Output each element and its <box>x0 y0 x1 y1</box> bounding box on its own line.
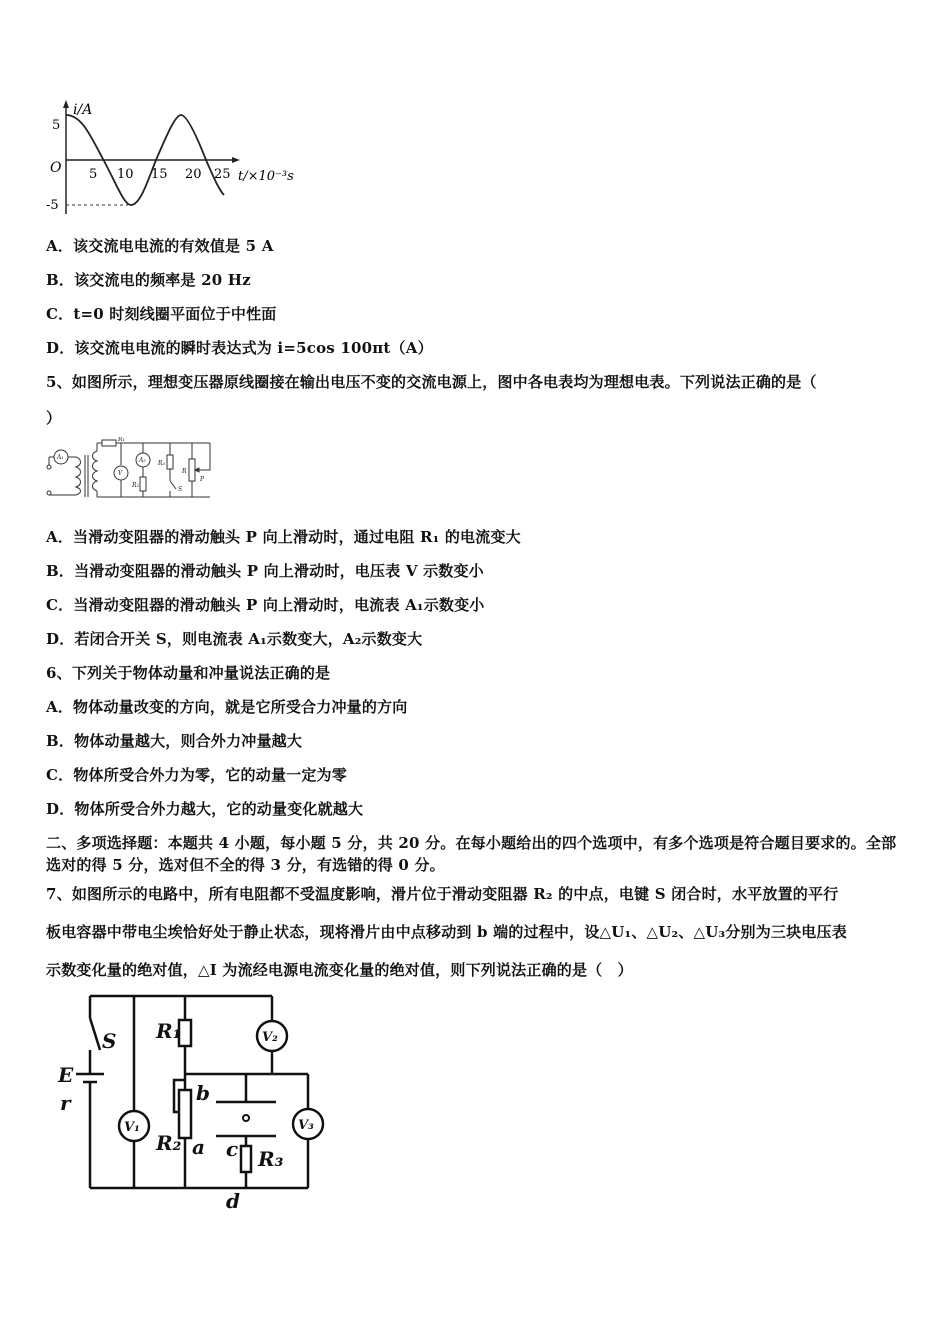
e-label: E <box>58 1063 74 1087</box>
q7-stem-line1: 7、如图所示的电路中，所有电阻都不受温度影响，滑片位于滑动变阻器 R₂ 的中点，电键 S 闭合时，水平放置的平行 <box>46 885 839 903</box>
r2-label: R₂ <box>132 482 139 489</box>
x-tick-25: 25 <box>214 167 231 182</box>
q6-option-a: A．物体动量改变的方向，就是它所受合力冲量的方向 <box>46 698 408 716</box>
resistor-r1-symbol <box>102 440 116 446</box>
secondary-coil <box>93 451 98 491</box>
q4-option-d: D．该交流电电流的瞬时表达式为 i=5cos 100πt（A） <box>46 339 433 357</box>
q5-option-b: B．当滑动变阻器的滑动触头 P 向上滑动时，电压表 V 示数变小 <box>46 562 484 580</box>
resistor-r3-symbol <box>241 1146 251 1172</box>
q6-option-d: D．物体所受合外力越大，它的动量变化就越大 <box>46 800 364 818</box>
a2-label: A₂ <box>139 457 146 464</box>
r-label: r <box>60 1091 71 1115</box>
q5-option-c: C．当滑动变阻器的滑动触头 P 向上滑动时，电流表 A₁示数变小 <box>46 596 485 614</box>
v1-label: V₁ <box>124 1120 140 1135</box>
y-tick-minus-5: -5 <box>46 198 59 213</box>
q5-option-d: D．若闭合开关 S，则电流表 A₁示数变大，A₂示数变大 <box>46 630 423 648</box>
q6-option-c: C．物体所受合外力为零，它的动量一定为零 <box>46 766 347 784</box>
p-label: P <box>200 476 205 483</box>
r1-label: R₁ <box>118 437 125 443</box>
x-tick-15: 15 <box>151 167 168 182</box>
r3-label: R₃ <box>158 460 165 467</box>
v2-label: V₂ <box>262 1030 278 1045</box>
a-label: a <box>192 1135 205 1159</box>
y-axis-arrow <box>63 100 69 108</box>
r3-label: R₃ <box>258 1147 284 1171</box>
dust-particle <box>243 1115 249 1121</box>
x-tick-5: 5 <box>89 167 98 182</box>
x-tick-20: 20 <box>185 167 202 182</box>
x-axis-label: t/×10⁻³s <box>238 169 294 184</box>
r1-label: R₁ <box>156 1019 182 1043</box>
q7-stem-line2: 板电容器中带电尘埃恰好处于静止状态，现将滑片由中点移动到 b 端的过程中，设△U₁、△U₂、△U₃分别为三块电压表 <box>46 923 847 941</box>
q5-option-a: A．当滑动变阻器的滑动触头 P 向上滑动时，通过电阻 R₁ 的电流变大 <box>46 528 521 546</box>
transformer-circuit-figure <box>42 437 222 503</box>
q4-option-b: B．该交流电的频率是 20 Hz <box>46 271 251 289</box>
primary-coil <box>76 457 81 495</box>
switch-s-symbol <box>170 481 176 489</box>
b-label: b <box>196 1081 210 1105</box>
capacitor-circuit-figure <box>46 990 336 1212</box>
s-label: S <box>102 1029 117 1053</box>
v3-label: V₃ <box>298 1118 314 1133</box>
v-label: V <box>118 470 123 477</box>
q5-stem-line1: 5、如图所示，理想变压器原线圈接在输出电压不变的交流电源上，图中各电表均为理想电表。下列说法正确的是（ <box>46 373 817 391</box>
switch-s-symbol <box>90 1018 100 1050</box>
origin-label: O <box>50 160 62 176</box>
x-tick-10: 10 <box>117 167 134 182</box>
q6-stem: 6、下列关于物体动量和冲量说法正确的是 <box>46 664 331 682</box>
r2-label: R₂ <box>156 1131 182 1155</box>
slider-p-symbol <box>197 443 210 470</box>
q4-option-c: C．t=0 时刻线圈平面位于中性面 <box>46 305 277 323</box>
resistor-r2-symbol <box>140 477 146 491</box>
r-label: R <box>182 468 187 475</box>
s-label: S <box>178 486 183 493</box>
x-axis-arrow <box>232 157 240 163</box>
section2-heading: 二、多项选择题：本题共 4 小题，每小题 5 分，共 20 分。在每小题给出的四个选项中，有多个选项是符合题目要求的。全部选对的得 5 分，选对但不全的得 3 分，有选错的得 0 分。 <box>46 834 897 874</box>
c-label: c <box>226 1137 239 1161</box>
y-axis-label: i/A <box>73 102 93 118</box>
q5-stem-line2: ） <box>46 409 62 427</box>
y-tick-5: 5 <box>52 118 61 133</box>
a1-label: A₁ <box>57 454 64 461</box>
current-graph-figure <box>44 98 314 220</box>
q7-stem-line3: 示数变化量的绝对值，△I 为流经电源电流变化量的绝对值，则下列说法正确的是（ ） <box>46 961 633 979</box>
q4-option-a: A．该交流电电流的有效值是 5 A <box>46 237 274 255</box>
q6-option-b: B．物体动量越大，则合外力冲量越大 <box>46 732 303 750</box>
resistor-r3-symbol <box>167 455 173 469</box>
d-label: d <box>226 1189 240 1212</box>
